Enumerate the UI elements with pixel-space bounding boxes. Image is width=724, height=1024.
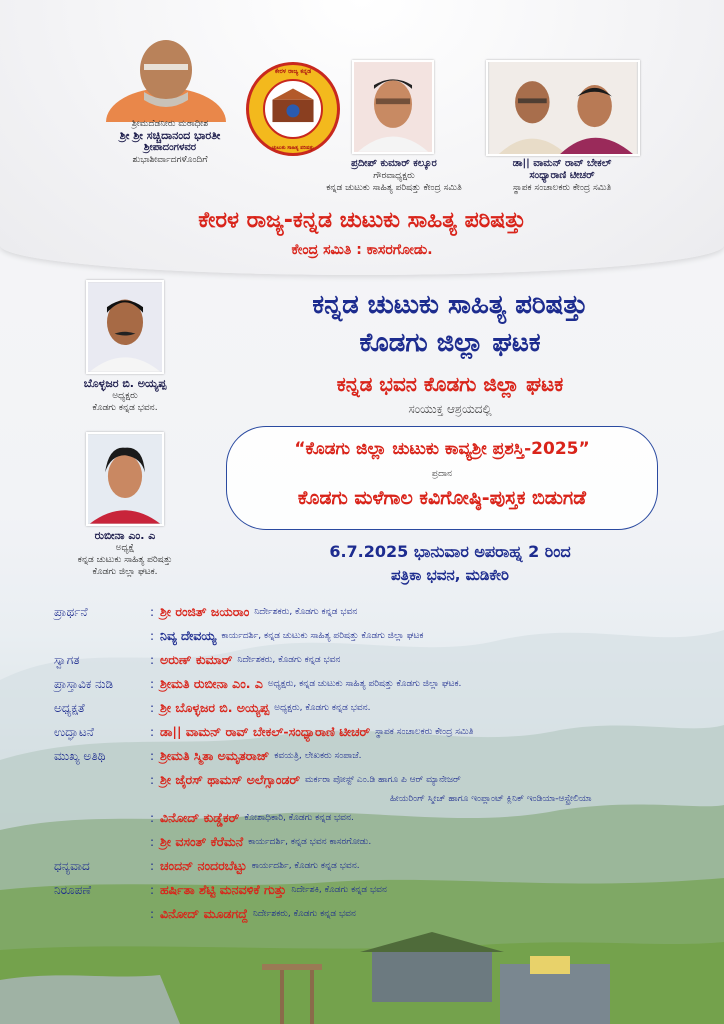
president-role: ಗೌರವಾಧ್ಯಕ್ಷರು (373, 171, 415, 181)
program-row: : ಶ್ರೀ ವಸಂತ್ ಕೆರೆಮನೆ ಕಾರ್ಯದರ್ಶಿ, ಕನ್ನಡ ಭವನ ಕಾಸರಗೋಡು. (150, 834, 372, 849)
logo-inner-text: ಚುಟುಕು ಸಾಹಿತ್ಯ ಪರಿಷತ್ತು (271, 145, 315, 151)
program-row: ಸ್ವಾಗತ : ಅರುಣ್ ಕುಮಾರ್ ನಿರ್ದೇಶಕರು, ಕೊಡಗು ಕನ್ನಡ ಭವನ (40, 648, 700, 672)
org-subtitle: ಕೇಂದ್ರ ಸಮಿತಿ : ಕಾಸರಗೋಡು. (291, 242, 433, 258)
program-desc-2: ಹೀಯರಿಂಗ್ ಸ್ಮೀಚ್ ಹಾಗೂ ಇಂಪ್ಲಾಂಟ್ ಕ್ಲಿನಿಕ್ ಇಂಡಿಯಾ-ಆಸ್ಟ್ರೇಲಿಯಾ (390, 794, 592, 804)
founders-photo (486, 60, 640, 156)
logo-inner (263, 79, 323, 139)
program-desc: ಕಾರ್ಯದರ್ಶಿ, ಕನ್ನಡ ಭವನ ಕಾಸರಗೋಡು. (248, 837, 372, 847)
program-row: ಪ್ರಾರ್ಥನೆ : ಶ್ರೀ ರಂಜಿತ್ ಜಯರಾಂ ನಿರ್ದೇಶಕರು, ಕೊಡಗು ಕನ್ನಡ ಭವನ (40, 600, 700, 624)
program-name: ಚಂದನ್ ನಂದರಬೆಟ್ಟು (160, 858, 247, 873)
program-role: ಮುಖ್ಯ ಅತಿಥಿ (54, 748, 106, 763)
swamiji-caption (70, 118, 270, 166)
program-role: ಉದ್ಘಾಟನೆ (54, 724, 94, 739)
swamiji-line4: ಶುಭಾಶೀರ್ವಾದಗಳೊಂದಿಗೆ (132, 155, 208, 165)
program-desc: ಕೋಶಾಧಿಕಾರಿ, ಕೊಡಗು ಕನ್ನಡ ಭವನ. (244, 813, 354, 823)
president-org: ಕನ್ನಡ ಚುಟುಕು ಸಾಹಿತ್ಯ ಪರಿಷತ್ತು ಕೇಂದ್ರ ಸಮಿತಿ (326, 183, 462, 193)
main-title-1: ಕನ್ನಡ ಚುಟುಕು ಸಾಹಿತ್ಯ ಪರಿಷತ್ತು (312, 290, 588, 320)
person2-photo (86, 432, 164, 526)
program-list (40, 600, 700, 926)
program-row: ಮುಖ್ಯ ಅತಿಥಿ : ಶ್ರೀಮತಿ ಸ್ಮಿತಾ ಅಮೃತರಾಜ್ ಕವಯತ್ರಿ, ಲೇಖಕರು ಸಂಪಾಜೆ. (40, 744, 700, 768)
program-name: ಡಾ|| ವಾಮನ್ ರಾವ್ ಬೇಕಲ್-ಸಂಧ್ಯಾರಾಣಿ ಟೀಚರ್ (160, 724, 371, 739)
program-row: : ವಿನೋದ್ ಕುಡ್ಡೆಕರ್ ಕೋಶಾಧಿಕಾರಿ, ಕೊಡಗು ಕನ್ನಡ ಭವನ. (150, 810, 354, 825)
program-row: ಧನ್ಯವಾದ : ಚಂದನ್ ನಂದರಬೆಟ್ಟು ಕಾರ್ಯದರ್ಶಿ, ಕೊಡಗು ಕನ್ನಡ ಭವನ. (40, 854, 700, 878)
program-name: ಹರ್ಷಿತಾ ಶೆಟ್ಟಿ ಮನವಳಿಕೆ ಗುತ್ತು (160, 882, 287, 897)
person2-name: ರುಬೀನಾ ಎಂ. ಎ (94, 529, 156, 542)
program-name: ನಿವ್ಯ ದೇವಯ್ಯ (160, 628, 217, 643)
program-row: ಉದ್ಘಾಟನೆ : ಡಾ|| ವಾಮನ್ ರಾವ್ ಬೇಕಲ್-ಸಂಧ್ಯಾರಾಣಿ ಟೀಚರ್ ಸ್ಥಾಪಕ ಸಂಚಾಲಕರು ಕೇಂದ್ರ ಸಮಿತಿ (40, 720, 700, 744)
program-desc: ನಿರ್ದೇಶಕರು, ಕೊಡಗು ಕನ್ನಡ ಭವನ (252, 909, 356, 919)
program-desc: ಅಧ್ಯಕ್ಷರು, ಕನ್ನಡ ಚುಟುಕು ಸಾಹಿತ್ಯ ಪರಿಷತ್ತು ಕೊಡಗು ಜಿಲ್ಲಾ ಘಟಕ. (267, 679, 462, 689)
program-row: : ನಿವ್ಯ ದೇವಯ್ಯ ಕಾರ್ಯದರ್ಶಿ, ಕನ್ನಡ ಚುಟುಕು ಸಾಹಿತ್ಯ ಪರಿಷತ್ತು ಕೊಡಗು ಜಿಲ್ಲಾ ಘಟಕ (150, 628, 424, 643)
main-title-3: ಕನ್ನಡ ಭವನ ಕೊಡಗು ಜಿಲ್ಲಾ ಘಟಕ (336, 372, 564, 396)
program-name: ಶ್ರೀ ವಸಂತ್ ಕೆರೆಮನೆ (160, 834, 244, 849)
main-title-2: ಕೊಡಗು ಜಿಲ್ಲಾ ಘಟಕ (359, 328, 541, 358)
program-name: ಶ್ರೀಮತಿ ಸ್ಮಿತಾ ಅಮೃತರಾಜ್ (160, 748, 270, 763)
program-row-continued (40, 792, 700, 806)
award-box (226, 426, 658, 530)
swamiji-line3: ಶ್ರೀಪಾದಂಗಳವರ (143, 142, 197, 153)
program-name: ವಿನೋದ್ ಮೂಡಗದ್ದೆ (160, 906, 248, 921)
president-photo (352, 60, 434, 154)
program-role: ಅಧ್ಯಕ್ಷತೆ (54, 700, 85, 715)
program-role: ಸ್ವಾಗತ (54, 652, 80, 667)
person2-org2: ಕೊಡಗು ಜಿಲ್ಲಾ ಘಟಕ. (92, 567, 158, 577)
award-pradana: ಪ್ರದಾನ (431, 469, 453, 479)
program-row: : ವಿನೋದ್ ಮೂಡಗದ್ದೆ ನಿರ್ದೇಶಕರು, ಕೊಡಗು ಕನ್ನಡ ಭವನ (150, 906, 356, 921)
event-venue: ಪತ್ರಿಕಾ ಭವನ, ಮಡಿಕೇರಿ (391, 566, 509, 584)
program-desc: ನಿರ್ದೇಶಕಿ, ಕೊಡಗು ಕನ್ನಡ ಭವನ (291, 885, 387, 895)
founders-caption (462, 158, 662, 194)
program-role: ಪ್ರಾಸ್ತಾವಿಕ ನುಡಿ (54, 676, 114, 691)
person1-name: ಬೊಳ್ಳಜರ ಬಿ. ಅಯ್ಯಪ್ಪ (83, 377, 167, 390)
joint-auspices: ಸಂಯುಕ್ತ ಆಶ್ರಯದಲ್ಲಿ (408, 402, 492, 416)
program-row: ನಿರೂಪಣೆ : ಹರ್ಷಿತಾ ಶೆಟ್ಟಿ ಮನವಳಿಕೆ ಗುತ್ತು ನಿರ್ದೇಶಕಿ, ಕೊಡಗು ಕನ್ನಡ ಭವನ (40, 878, 700, 902)
person1-role: ಅಧ್ಯಕ್ಷರು (112, 391, 138, 401)
swamiji-line1: ಶ್ರೀಮದೆಡನೀರು ಮಠಾಧೀಶ (131, 119, 209, 129)
program-name: ಶ್ರೀ ರಂಜಿತ್ ಜಯರಾಂ (160, 604, 250, 619)
program-role: ನಿರೂಪಣೆ (54, 882, 92, 897)
program-desc: ಸ್ಥಾಪಕ ಸಂಚಾಲಕರು ಕೇಂದ್ರ ಸಮಿತಿ (375, 727, 474, 737)
logo-ring-text: ಕೇರಳ ರಾಜ್ಯ ಕನ್ನಡ (274, 68, 312, 75)
event-date-time: 6.7.2025 ಭಾನುವಾರ ಅಪರಾಹ್ನ 2 ರಿಂದ (329, 542, 571, 561)
program-name: ಶ್ರೀ ಬೊಳ್ಳಜರ ಬಿ. ಅಯ್ಯಪ್ಪ (160, 700, 270, 715)
org-logo (246, 62, 340, 156)
program-desc: ನಿರ್ದೇಶಕರು, ಕೊಡಗು ಕನ್ನಡ ಭವನ (237, 655, 341, 665)
person2-role: ಅಧ್ಯಕ್ಷೆ (115, 543, 135, 553)
program-desc: ಕಾರ್ಯದರ್ಶಿ, ಕೊಡಗು ಕನ್ನಡ ಭವನ. (251, 861, 360, 871)
program-name: ಶ್ರೀಮತಿ ರುಬೀನಾ ಎಂ. ಎ (160, 676, 263, 691)
award-event: ಕೊಡಗು ಮಳೆಗಾಲ ಕವಿಗೋಷ್ಠಿ-ಪುಸ್ತಕ ಬಿಡುಗಡೆ (297, 487, 587, 509)
swamiji-name: ಶ್ರೀ ಶ್ರೀ ಸಚ್ಚಿದಾನಂದ ಭಾರತೀ (119, 129, 221, 142)
swamiji-photo (100, 30, 232, 122)
org-title: ಕೇರಳ ರಾಜ್ಯ-ಕನ್ನಡ ಚುಟುಕು ಸಾಹಿತ್ಯ ಪರಿಷತ್ತು (198, 208, 526, 233)
program-name: ಶ್ರೀ ಜೈರಸ್ ಥಾಮಸ್ ಅಲೆಗ್ಸಾಂಡರ್ (160, 772, 300, 787)
founders-name2: ಸಂಧ್ಯಾರಾಣಿ ಟೀಚರ್ (529, 170, 595, 181)
program-desc: ಮರ್ಕರಾ ಪೋಸ್ಟ್ ಎಂ.ಡಿ ಹಾಗೂ ಪಿ ಆರ್ ಮ್ಯಾನೇಜರ್ (305, 775, 461, 785)
program-row: : ಶ್ರೀ ಜೈರಸ್ ಥಾಮಸ್ ಅಲೆಗ್ಸಾಂಡರ್ ಮರ್ಕರಾ ಪೋಸ್ಟ್ ಎಂ.ಡಿ ಹಾಗೂ ಪಿ ಆರ್ ಮ್ಯಾನೇಜರ್ (150, 772, 461, 787)
award-title: “ಕೊಡಗು ಜಿಲ್ಲಾ ಚುಟುಕು ಕಾವ್ಯಶ್ರೀ ಪ್ರಶಸ್ತಿ-2025” (294, 439, 590, 459)
program-role: ಪ್ರಾರ್ಥನೆ (54, 604, 88, 619)
program-desc: ಅಧ್ಯಕ್ಷರು, ಕೊಡಗು ಕನ್ನಡ ಭವನ. (274, 703, 371, 713)
program-desc: ಕಾರ್ಯದರ್ಶಿ, ಕನ್ನಡ ಚುಟುಕು ಸಾಹಿತ್ಯ ಪರಿಷತ್ತು ಕೊಡಗು ಜಿಲ್ಲಾ ಘಟಕ (221, 631, 424, 641)
president-name: ಪ್ರದೀಪ್ ಕುಮಾರ್ ಕಲ್ಕೂರ (351, 158, 437, 169)
program-row: ಅಧ್ಯಕ್ಷತೆ : ಶ್ರೀ ಬೊಳ್ಳಜರ ಬಿ. ಅಯ್ಯಪ್ಪ ಅಧ್ಯಕ್ಷರು, ಕೊಡಗು ಕನ್ನಡ ಭವನ. (40, 696, 700, 720)
person1-org: ಕೊಡಗು ಕನ್ನಡ ಭವನ. (92, 403, 158, 413)
founders-name: ಡಾ|| ವಾಮನ್ ರಾವ್ ಬೇಕಲ್ (512, 158, 612, 169)
person2-org: ಕನ್ನಡ ಚುಟುಕು ಸಾಹಿತ್ಯ ಪರಿಷತ್ತು (77, 555, 173, 565)
program-desc: ನಿರ್ದೇಶಕರು, ಕೊಡಗು ಕನ್ನಡ ಭವನ (254, 607, 358, 617)
program-desc: ಕವಯತ್ರಿ, ಲೇಖಕರು ಸಂಪಾಜೆ. (274, 751, 362, 761)
person1-photo (86, 280, 164, 374)
program-row: ಪ್ರಾಸ್ತಾವಿಕ ನುಡಿ : ಶ್ರೀಮತಿ ರುಬೀನಾ ಎಂ. ಎ ಅಧ್ಯಕ್ಷರು, ಕನ್ನಡ ಚುಟುಕು ಸಾಹಿತ್ಯ ಪರಿಷತ್ತು ಕೊಡಗು ಜಿಲ್ಲಾ ಘಟಕ. (40, 672, 700, 696)
founders-role: ಸ್ಥಾಪಕ ಸಂಚಾಲಕರು ಕೇಂದ್ರ ಸಮಿತಿ (512, 183, 612, 193)
program-name: ವಿನೋದ್ ಕುಡ್ಡೆಕರ್ (160, 810, 240, 825)
program-name: ಅರುಣ್ ಕುಮಾರ್ (160, 652, 233, 667)
program-role: ಧನ್ಯವಾದ (54, 858, 90, 873)
